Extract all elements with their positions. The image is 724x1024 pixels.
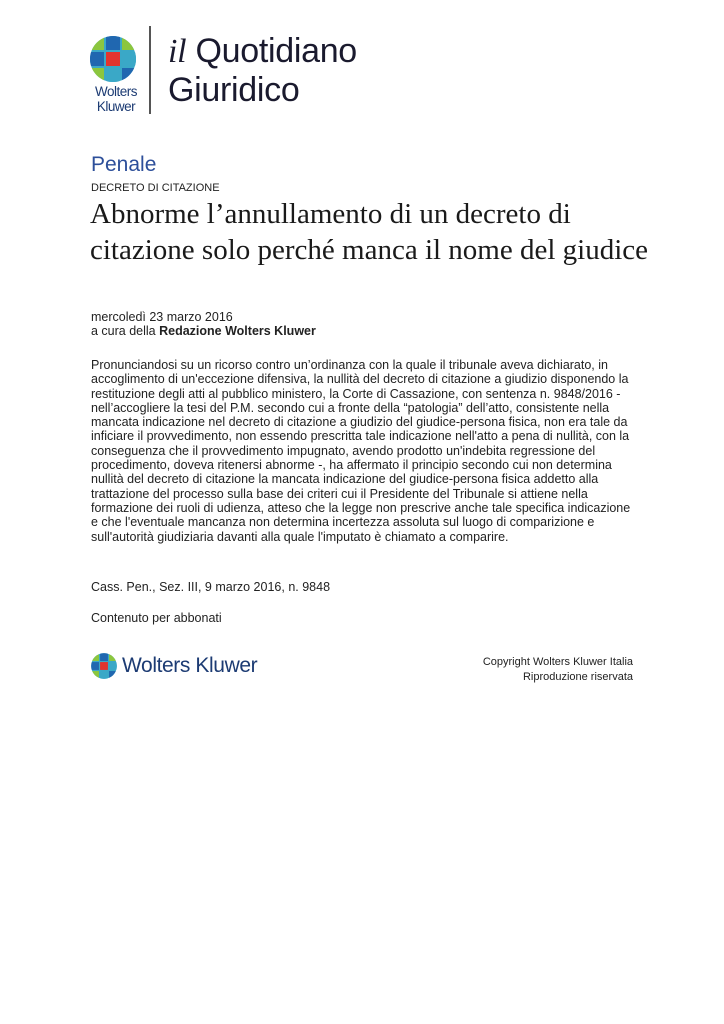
article-body: Pronunciandosi su un ricorso contro un’ordinanza con la quale il tribunale aveva dichiarato, in accoglimento di un'eccezione difensiva, la nullità del decreto di citazione a giudizio disponendo la restituzione degli atti al pubblico ministero, la Corte di Cassazione, con sentenza n. 9848/2016 - nell’accogliere la tesi del P.M. secondo cui a fronte della “patologia” dell’atto, consistente nella mancata indicazione nel decreto di citazione a giudizio del giudice-persona fisica, non era tale da inficiare il provvedimento, non essendo prescritta tale indicazione nell'atto a pena di nullità, con la conseguenza che il provvedimento impugnato, avendo prodotto un'indebita regressione del procedimento, doveva ritenersi abnorme -, ha affermato il principio secondo cui non determina nullità del decreto di citazione la mancata indicazione del giudice-persona fisica addetto alla trattazione del processo sulla base dei criteri cui il Presidente del Tribunale si attiene nella formazione dei ruoli di udienza, atteso che la legge non prescrive anche tale specifica indicazione e che l'eventuale mancanza non determina incertezza assoluta sul luogo di comparizione e sull'autorità giudiziaria davanti alla quale l'imputato è chiamato a comparire. <box>91 358 631 544</box>
brand-line-2: Kluwer <box>96 99 136 114</box>
copyright-line-2: Riproduzione riservata <box>522 670 633 683</box>
section-label: Penale <box>91 153 157 176</box>
copyright-line-1: Copyright Wolters Kluwer Italia <box>482 656 633 668</box>
masthead-header <box>88 26 418 116</box>
byline-prefix: a cura della <box>91 324 156 338</box>
copyright-notice <box>483 655 633 684</box>
article-title: Abnorme l’annullamento di un decreto di citazione solo perché manca il nome del giudice <box>90 198 649 266</box>
article-citation: Cass. Pen., Sez. III, 9 marzo 2016, n. 9848 <box>91 580 331 594</box>
masthead-il: il <box>168 33 187 70</box>
brand-name <box>88 84 144 114</box>
article-byline <box>91 324 316 338</box>
wolters-kluwer-logo-icon <box>88 34 138 84</box>
article-date: mercoledì 23 marzo 2016 <box>91 310 233 324</box>
access-note: Contenuto per abbonati <box>91 611 222 625</box>
wolters-kluwer-footer-icon <box>90 652 118 680</box>
publication-title <box>168 32 357 109</box>
subsection-label: DECRETO DI CITAZIONE <box>91 182 220 194</box>
brand-line-1: Wolters <box>94 84 137 99</box>
byline-author: Redazione Wolters Kluwer <box>159 324 316 338</box>
masthead-line-2: Giuridico <box>168 71 300 109</box>
header-divider <box>149 26 151 114</box>
footer-logo <box>90 652 290 684</box>
footer-logo-text: Wolters Kluwer <box>122 654 258 677</box>
masthead-line-1: Quotidiano <box>195 32 357 70</box>
